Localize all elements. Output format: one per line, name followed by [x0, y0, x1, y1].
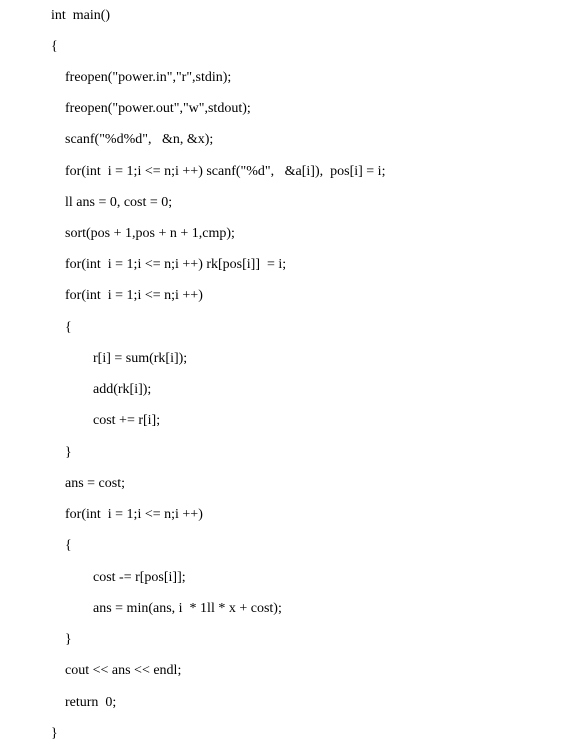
code-line-9: for(int i = 1;i <= n;i ++) rk[pos[i]] = i;: [65, 257, 287, 272]
code-line-16: ans = cost;: [65, 476, 125, 491]
code-line-6: for(int i = 1;i <= n;i ++) scanf("%d", &a[i]), pos[i] = i;: [65, 164, 386, 179]
code-line-23: return 0;: [65, 695, 117, 710]
code-line-3: freopen("power.in","r",stdin);: [65, 70, 232, 85]
code-line-7: ll ans = 0, cost = 0;: [65, 195, 173, 210]
code-line-17: for(int i = 1;i <= n;i ++): [65, 507, 203, 522]
code-line-2: {: [51, 39, 58, 54]
code-line-8: sort(pos + 1,pos + n + 1,cmp);: [65, 226, 235, 241]
code-line-15: }: [65, 445, 72, 460]
code-line-24: }: [51, 726, 58, 741]
code-line-20: ans = min(ans, i * 1ll * x + cost);: [93, 601, 282, 616]
code-line-21: }: [65, 632, 72, 647]
code-line-4: freopen("power.out","w",stdout);: [65, 101, 251, 116]
code-line-14: cost += r[i];: [93, 413, 161, 428]
code-line-18: {: [65, 538, 72, 553]
code-line-10: for(int i = 1;i <= n;i ++): [65, 288, 203, 303]
code-line-11: {: [65, 320, 72, 335]
code-line-5: scanf("%d%d", &n, &x);: [65, 132, 214, 147]
code-line-13: add(rk[i]);: [93, 382, 152, 397]
code-line-1: int main(): [51, 8, 111, 23]
code-line-12: r[i] = sum(rk[i]);: [93, 351, 188, 366]
code-line-22: cout << ans << endl;: [65, 663, 182, 678]
code-line-19: cost -= r[pos[i]];: [93, 570, 186, 585]
